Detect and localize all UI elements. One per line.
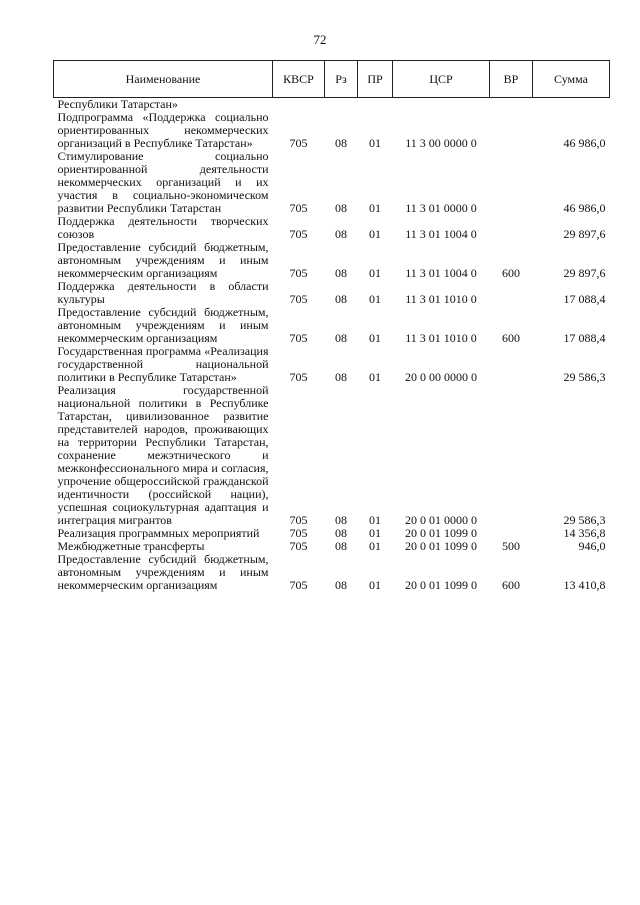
row-vr — [490, 98, 533, 112]
table-row — [54, 215, 610, 241]
table-row — [54, 150, 610, 215]
page-number: 72 — [313, 32, 327, 47]
budget-table — [53, 60, 610, 592]
row-sum: 14 356,8 — [563, 526, 606, 540]
row-name: Предоставление субсидий бюджетным, автономным учреждениям и иным некоммерческим организациям — [57, 240, 269, 280]
row-kvsr: 705 — [289, 227, 308, 241]
header-name: Наименование — [54, 61, 273, 98]
row-name: Стимулирование социально ориентированной деятельности некоммерческих организаций и их участия в социально-экономическом развитии Республики Татарстан — [57, 149, 269, 215]
row-vr — [490, 345, 533, 384]
row-sum: 29 897,6 — [563, 266, 606, 280]
row-kvsr: 705 — [289, 201, 308, 215]
row-pr: 01 — [369, 578, 381, 592]
row-rz: 08 — [335, 526, 347, 540]
row-sum: 17 088,4 — [563, 331, 606, 345]
row-csr: 11 3 01 1004 0 — [405, 266, 477, 280]
row-csr: 11 3 01 0000 0 — [405, 201, 477, 215]
header-kvsr: КВСР — [273, 61, 325, 98]
row-kvsr: 705 — [289, 526, 308, 540]
row-name: Реализация государственной национальной политики в Республике Татарстан, цивилизованное развитие представителей народов, проживающих на территории Республики Татарстан, сохранение межэтнического и межконфессионального мира и согласия, упрочение общероссийской гражданской идентичности (российской нации), успешная социокультурная адаптация и интеграция мигрантов — [57, 383, 269, 527]
row-vr — [490, 150, 533, 215]
row-vr: 600 — [502, 331, 520, 345]
row-vr — [490, 215, 533, 241]
row-sum: 946,0 — [578, 539, 606, 553]
row-csr: 11 3 00 0000 0 — [405, 136, 477, 150]
row-name: Предоставление субсидий бюджетным, автономным учреждениям и иным некоммерческим организациям — [57, 305, 269, 345]
table-row — [54, 553, 610, 592]
row-rz: 08 — [335, 578, 347, 592]
row-sum: 46 986,0 — [563, 136, 606, 150]
row-vr — [490, 384, 533, 527]
row-vr: 600 — [502, 266, 520, 280]
table-row — [54, 111, 610, 150]
row-rz: 08 — [335, 331, 347, 345]
row-csr: 20 0 01 1099 0 — [405, 539, 477, 553]
row-pr — [358, 98, 393, 112]
row-kvsr: 705 — [289, 331, 308, 345]
header-rz: Рз — [325, 61, 358, 98]
row-rz: 08 — [335, 201, 347, 215]
row-csr — [393, 98, 490, 112]
row-name: Предоставление субсидий бюджетным, автономным учреждениям и иным некоммерческим организациям — [57, 552, 269, 592]
table-header-row — [54, 61, 610, 98]
row-sum: 46 986,0 — [563, 201, 606, 215]
row-pr: 01 — [369, 331, 381, 345]
table-row — [54, 98, 610, 112]
row-pr: 01 — [369, 227, 381, 241]
row-name: Поддержка деятельности творческих союзов — [57, 214, 269, 241]
header-vr: ВР — [490, 61, 533, 98]
row-rz: 08 — [335, 513, 347, 527]
row-kvsr: 705 — [289, 370, 308, 384]
row-kvsr — [273, 98, 325, 112]
table-row — [54, 280, 610, 306]
row-csr: 20 0 01 1099 0 — [405, 578, 477, 592]
row-rz: 08 — [335, 370, 347, 384]
row-vr: 500 — [502, 539, 520, 553]
row-kvsr: 705 — [289, 578, 308, 592]
row-name: Подпрограмма «Поддержка социально ориентированных некоммерческих организаций в Республике Татарстан» — [57, 110, 269, 150]
table-row — [54, 384, 610, 527]
row-pr: 01 — [369, 201, 381, 215]
row-pr: 01 — [369, 266, 381, 280]
row-csr: 20 0 00 0000 0 — [405, 370, 477, 384]
row-pr: 01 — [369, 136, 381, 150]
row-sum — [533, 98, 610, 112]
header-csr: ЦСР — [393, 61, 490, 98]
row-rz: 08 — [335, 292, 347, 306]
row-rz: 08 — [335, 539, 347, 553]
row-name: Республики Татарстан» — [57, 97, 178, 111]
row-csr: 11 3 01 1010 0 — [405, 292, 477, 306]
row-kvsr: 705 — [289, 539, 308, 553]
row-pr: 01 — [369, 526, 381, 540]
row-name: Государственная программа «Реализация государственной национальной политики в Республике Татарстан» — [57, 344, 269, 384]
row-vr — [490, 280, 533, 306]
row-kvsr: 705 — [289, 136, 308, 150]
table-row — [54, 241, 610, 280]
row-sum: 13 410,8 — [563, 578, 606, 592]
row-name: Поддержка деятельности в области культуры — [57, 279, 269, 306]
header-pr: ПР — [358, 61, 393, 98]
row-pr: 01 — [369, 292, 381, 306]
row-sum: 29 586,3 — [563, 370, 606, 384]
row-csr: 11 3 01 1004 0 — [405, 227, 477, 241]
row-rz: 08 — [335, 227, 347, 241]
row-csr: 11 3 01 1010 0 — [405, 331, 477, 345]
row-csr: 20 0 01 1099 0 — [405, 526, 477, 540]
row-sum: 29 897,6 — [563, 227, 606, 241]
row-name: Реализация программных мероприятий — [57, 526, 260, 540]
row-rz: 08 — [335, 266, 347, 280]
header-sum: Сумма — [533, 61, 610, 98]
row-name: Межбюджетные трансферты — [57, 539, 205, 553]
row-pr: 01 — [369, 370, 381, 384]
table-row — [54, 306, 610, 345]
row-sum: 29 586,3 — [563, 513, 606, 527]
table-row — [54, 345, 610, 384]
row-kvsr: 705 — [289, 513, 308, 527]
row-pr: 01 — [369, 539, 381, 553]
row-sum: 17 088,4 — [563, 292, 606, 306]
row-vr — [490, 111, 533, 150]
row-csr: 20 0 01 0000 0 — [405, 513, 477, 527]
row-kvsr: 705 — [289, 266, 308, 280]
row-rz — [325, 98, 358, 112]
row-kvsr: 705 — [289, 292, 308, 306]
row-vr: 600 — [502, 578, 520, 592]
row-pr: 01 — [369, 513, 381, 527]
row-rz: 08 — [335, 136, 347, 150]
